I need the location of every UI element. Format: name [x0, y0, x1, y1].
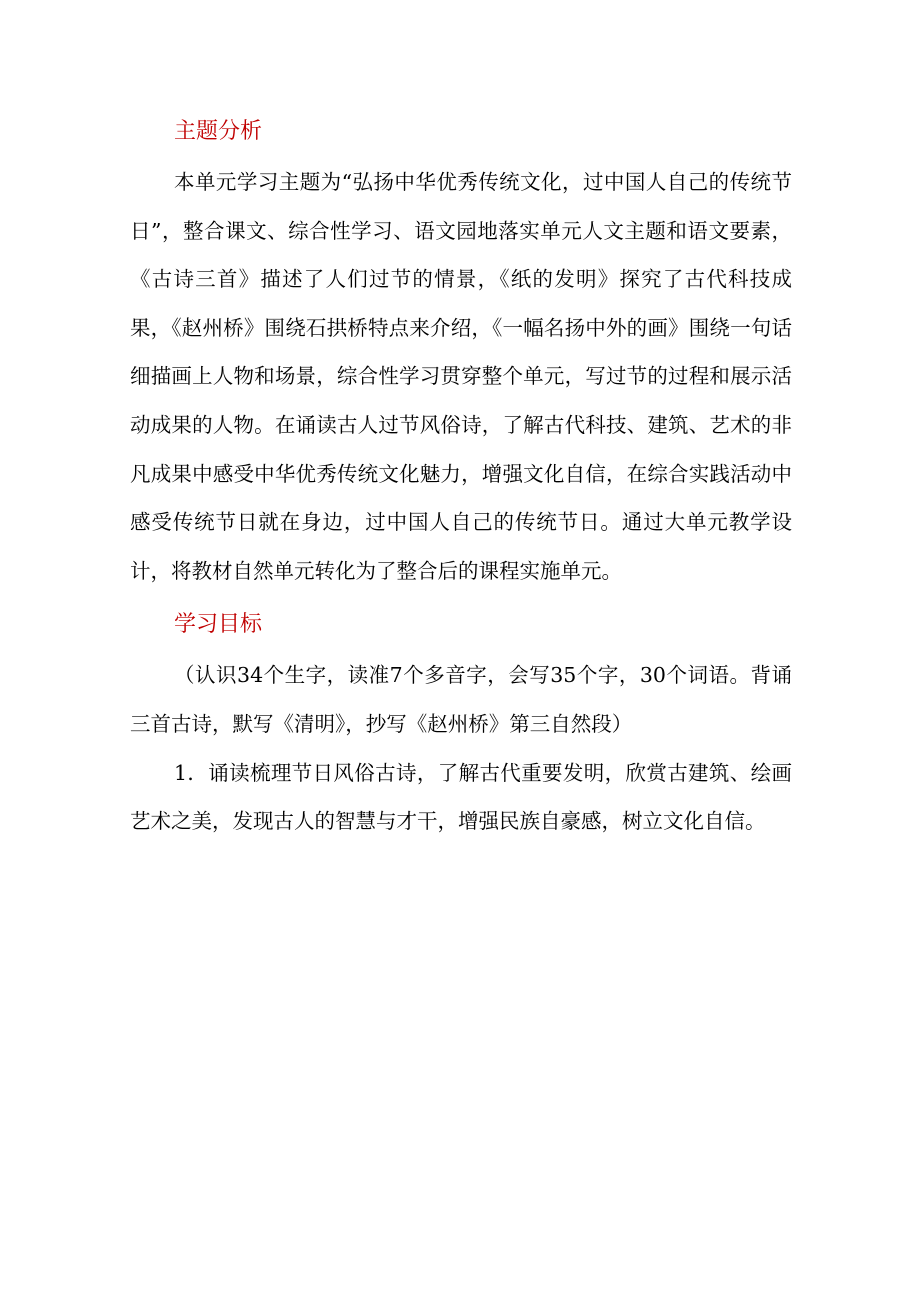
heading-theme-analysis: 主题分析	[174, 119, 263, 144]
paragraph-learning-goal-1: 1．诵读梳理节日风俗古诗，了解古代重要发明，欣赏古建筑、绘画艺术之美，发现古人的智慧与才干，增强民族自豪感，树立文化自信。	[130, 760, 792, 834]
document-body	[130, 112, 792, 846]
section-spacer	[130, 595, 792, 605]
paragraph-theme-analysis: 本单元学习主题为“弘扬中华优秀传统文化，过中国人自己的传统节日”，整合课文、综合性学习、语文园地落实单元人文主题和语文要素，《古诗三首》描述了人们过节的情景，《纸的发明》探究了古代科技成果，《赵州桥》围绕石拱桥特点来介绍，《一幅名扬中外的画》围绕一句话细描画上人物和场景，综合性学习贯穿整个单元，写过节的过程和展示活动成果的人物。在诵读古人过节风俗诗，了解古代科技、建筑、艺术的非凡成果中感受中华优秀传统文化魅力，增强文化自信，在综合实践活动中感受传统节日就在身边，过中国人自己的传统节日。通过大单元教学设计，将教材自然单元转化为了整合后的课程实施单元。	[130, 170, 792, 583]
heading-learning-goals: 学习目标	[174, 612, 263, 638]
paragraph-learning-goals-intro: （认识34个生字，读准7个多音字，会写35个字，30个词语。背诵三首古诗，默写《清明》，抄写《赵州桥》第三自然段）	[130, 663, 792, 736]
